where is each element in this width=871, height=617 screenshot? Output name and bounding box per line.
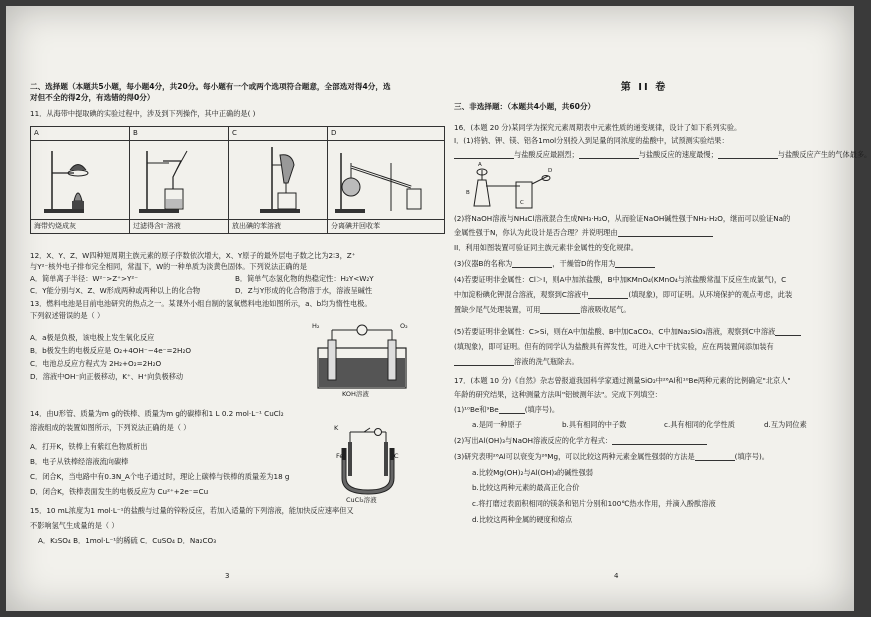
q14-option-a: A．打开K，铁棒上有紫红色物质析出 [30,442,148,451]
q16-4-text-c: 置缺少尾气处理装置，可用 [454,305,541,314]
q11-apparatus-b [130,140,229,219]
answer-blank[interactable] [615,260,655,268]
left-page [30,6,428,611]
exam-sheet [6,6,871,611]
q16-3-text-a: (3)仪器B的名称为 [454,259,513,268]
q11-header-a: A [31,127,130,141]
q12-line2: 与Y²⁻核外电子排布完全相同，常温下，W的一种单质为淡黄色固体。下列说法正确的是 [30,262,307,271]
q17-1-option-d: d.互为同位素 [764,420,807,429]
fig-o2-label: O₂ [400,322,408,330]
answer-blank[interactable] [579,151,639,159]
answer-blank[interactable] [540,306,580,314]
volume-title: 第 II 卷 [620,82,668,93]
q13-option-a: A．a极是负极，该电极上发生氧化反应 [30,333,155,342]
q13-option-d: D．溶液中OH⁻向正极移动，K⁺、H⁺向负极移动 [30,372,184,381]
q12-option-c: C．Y能分别与X、Z、W形成两种或两种以上的化合物 [30,286,201,295]
separatory-funnel-icon [232,143,324,217]
q17-3-option-d: d.比较这两种金属的硬度和熔点 [472,515,573,524]
q17-line2: 年龄的研究结果，这种测量方法叫"铝铍测年法"。完成下列填空： [454,390,662,399]
answer-blank[interactable] [718,151,778,159]
q16-intro: 16．(本题 20 分)某同学为探究元素周期表中元素性质的递变规律，设计了如下系列实验。 [454,123,742,132]
q16-part-ii: II．利用如图装置可验证同主族元素非金属性的变化规律。 [454,243,638,252]
answer-blank[interactable] [588,291,628,299]
q15-line1: 15．10 mL浓度为1 mol·L⁻¹的盐酸与过量的锌粉反应，若加入适量的下列溶液，能加快反应速率但又 [30,506,354,515]
q11-options-table [30,126,445,234]
fuel-cell-figure [312,322,412,402]
q16-1-text-b: 与盐酸反应的速度最慢； [638,150,718,159]
q11-apparatus-a [31,140,130,219]
q17-3-option-a: a.比较Mg(OH)₂与Al(OH)₃的碱性强弱 [472,468,593,477]
q11-header-d: D [328,127,445,141]
q16-1-blanks [454,150,871,159]
fig-cucl2-label: CuCl₂溶液 [346,496,377,504]
q17-2 [454,436,707,445]
q11-header-c: C [229,127,328,141]
q16-2-text: 金属性强于N，你认为此设计是否合理？并说明理由 [454,228,618,237]
q17-3-option-c: c.将打磨过表面积相同的镁条和铝片分别和100℃热水作用，并滴入酚酞溶液 [472,499,716,508]
ash-burning-icon [34,143,126,217]
q16-4-line1: (4)若要证明非金属性：Cl＞I，则A中加浓盐酸，B中加KMnO₄(KMnO₄与浓盐酸常温下反应生成氯气)，C [454,275,787,284]
q16-2-line1: (2)将NaOH溶液与NH₄Cl溶液混合生成NH₃·H₂O，从而验证NaOH碱性强于NH₃·H₂O，继而可以验证Na的 [454,214,791,223]
answer-blank[interactable] [612,437,707,445]
fig-h2-label: H₂ [312,322,320,330]
answer-blank[interactable] [775,328,801,336]
q14-option-c: C．闭合K，当电路中有0.3N_A个电子通过时，理论上碳棒与铁棒的质量差为18 g [30,472,290,481]
page-number-left: 3 [225,572,230,580]
q11-apparatus-c [229,140,328,219]
fig-label-b: B [466,190,470,196]
q16-4-text-b: (填现象)，即可证明。从环境保护的观点考虑，此装 [628,290,793,299]
q17-line1: 17．(本题 10 分)《自然》杂志曾报道我国科学家通过测量SiO₂中²⁶Al和¹⁰Be两种元素的比例确定"北京人" [454,376,791,385]
answer-blank[interactable] [454,358,514,366]
q14-line1: 14．由U形管、质量为m g的铁棒、质量为m g的碳棒和1 L 0.2 mol·L⁻¹ CuCl₂ [30,409,284,418]
q17-1-option-b: b.具有相同的中子数 [562,420,627,429]
q17-3 [454,452,769,461]
q14-line2: 溶液组成的装置如图所示，下列说法正确的是（ ） [30,423,191,432]
q15-line2: 不影响氢气生成量的是（ ） [30,521,119,530]
q13-line2: 下列叙述错误的是（ ） [30,311,105,320]
q12-line1: 12．X、Y、Z、W四种短周期主族元素的原子序数依次增大，X、Y原子的最外层电子数之比为2∶3，Z⁺ [30,251,356,260]
q16-5-text-a: (5)若要证明非金属性：C>Si，则在A中加盐酸、B中加CaCO₃、C中加Na₂SiO₃溶液，观察到C中溶液 [454,327,776,336]
fig-label-d: D [548,168,553,174]
answer-blank[interactable] [695,453,735,461]
answer-blank[interactable] [499,406,525,414]
q17-3-text-a: (3)研究表明²⁶Al可以衰变为²⁶Mg，可以比较这两种元素金属性强弱的方法是 [454,452,695,461]
section2-heading-cont: 对但不全的得2分，有选错的得0分） [30,93,155,102]
q11-caption-a: 海带灼烧成灰 [31,219,130,233]
q16-5-line3 [454,357,579,366]
fig-c-label: C [394,452,399,460]
section3-heading: 三、非选择题：（本题共4小题，共60分） [454,102,596,111]
q17-3-option-b: b.比较这两种元素的最高正化合价 [472,483,580,492]
q17-1-option-a: a.是同一种原子 [472,420,522,429]
section2-heading: 二、选择题（本题共5小题，每小题4分，共20分。每小题有一个或两个选项符合题意，全部选对得4分，选 [30,82,391,91]
q11-caption-b: 过滤得含I⁻溶液 [130,219,229,233]
q13-option-b: B．b极发生的电极反应是 O₂+4OH⁻−4e⁻=2H₂O [30,346,191,355]
filtration-icon [133,143,225,217]
fig-label-a: A [478,162,482,168]
q14-option-b: B．电子从铁棒经溶液流向碳棒 [30,457,129,466]
q16-4-line2 [454,290,792,299]
q17-2-text: (2)写出Al(OH)₃与NaOH溶液反应的化学方程式： [454,436,613,445]
page-number-right: 4 [614,572,619,580]
right-page [454,6,871,611]
q17-1-text-b: (填序号)。 [524,405,560,414]
q13-line1: 13．燃料电池是目前电池研究的热点之一。某课外小组自制的氢氧燃料电池如图所示，a、b均为惰性电极。 [30,299,372,308]
q13-option-c: C．电池总反应方程式为 2H₂+O₂=2H₂O [30,359,162,368]
q16-1-text-a: 与盐酸反应最剧烈； [514,150,579,159]
q11-apparatus-d [328,140,445,219]
q16-5-line1 [454,327,801,336]
q11-header-b: B [130,127,229,141]
answer-blank[interactable] [618,229,713,237]
answer-blank[interactable] [512,260,552,268]
q12-option-b: B．简单气态氢化物的热稳定性：H₂Y<W₂Y [235,274,374,283]
fig-k-label: K [334,424,339,432]
u-tube-figure [328,426,408,506]
q11-stem: 11．从海带中提取碘的实验过程中，涉及到下列操作，其中正确的是( ) [30,109,256,118]
fig-fe-label: Fe [336,452,344,460]
q17-1-text-a: (1)¹⁰Be和⁹Be [454,405,499,414]
q11-caption-d: 分离碘并回收苯 [328,219,445,233]
q16-4-text-a: 中加淀粉碘化钾混合溶液，观察到C溶液中 [454,290,589,299]
halogen-apparatus-figure [464,162,554,210]
q16-5-line2: (填现象)，即可证明。但有的同学认为盐酸具有挥发性，可进入C中干扰实验，应在两装置间添加装有 [454,342,774,351]
q16-1-text-c: 与盐酸反应产生的气体最多。 [777,150,871,159]
q12-option-a: A．简单离子半径：W²⁻>Z⁺>Y²⁻ [30,274,139,283]
q14-option-d: D．闭合K，铁棒表面发生的电极反应为 Cu²⁺+2e⁻=Cu [30,487,209,496]
q16-3 [454,259,655,268]
fig-koh-label: KOH溶液 [342,390,369,398]
q17-1 [454,405,559,414]
q11-caption-c: 放出碘的苯溶液 [229,219,328,233]
q16-4-line3 [454,305,631,314]
fig-label-c: C [520,200,524,206]
q16-3-text-b: ，干燥管D的作用为 [552,259,616,268]
answer-blank[interactable] [454,151,514,159]
distillation-icon [331,143,441,217]
q16-part-i: I．(1)将钠、钾、镁、铝各1mol分别投入到足量的同浓度的盐酸中，试预测实验结果： [454,136,729,145]
q17-1-option-c: c.具有相同的化学性质 [664,420,735,429]
q17-3-text-b: (填序号)。 [734,452,769,461]
q16-5-text-c: 溶液的洗气瓶除去。 [514,357,579,366]
q15-options: A．K₂SO₄ B．1mol·L⁻¹的稀硫 C．CuSO₄ D．Na₂CO₃ [38,536,217,545]
q12-option-d: D．Z与Y形成的化合物溶于水，溶液呈碱性 [235,286,373,295]
q16-4-text-d: 溶液吸收尾气。 [580,305,631,314]
q16-2-line2 [454,228,713,237]
